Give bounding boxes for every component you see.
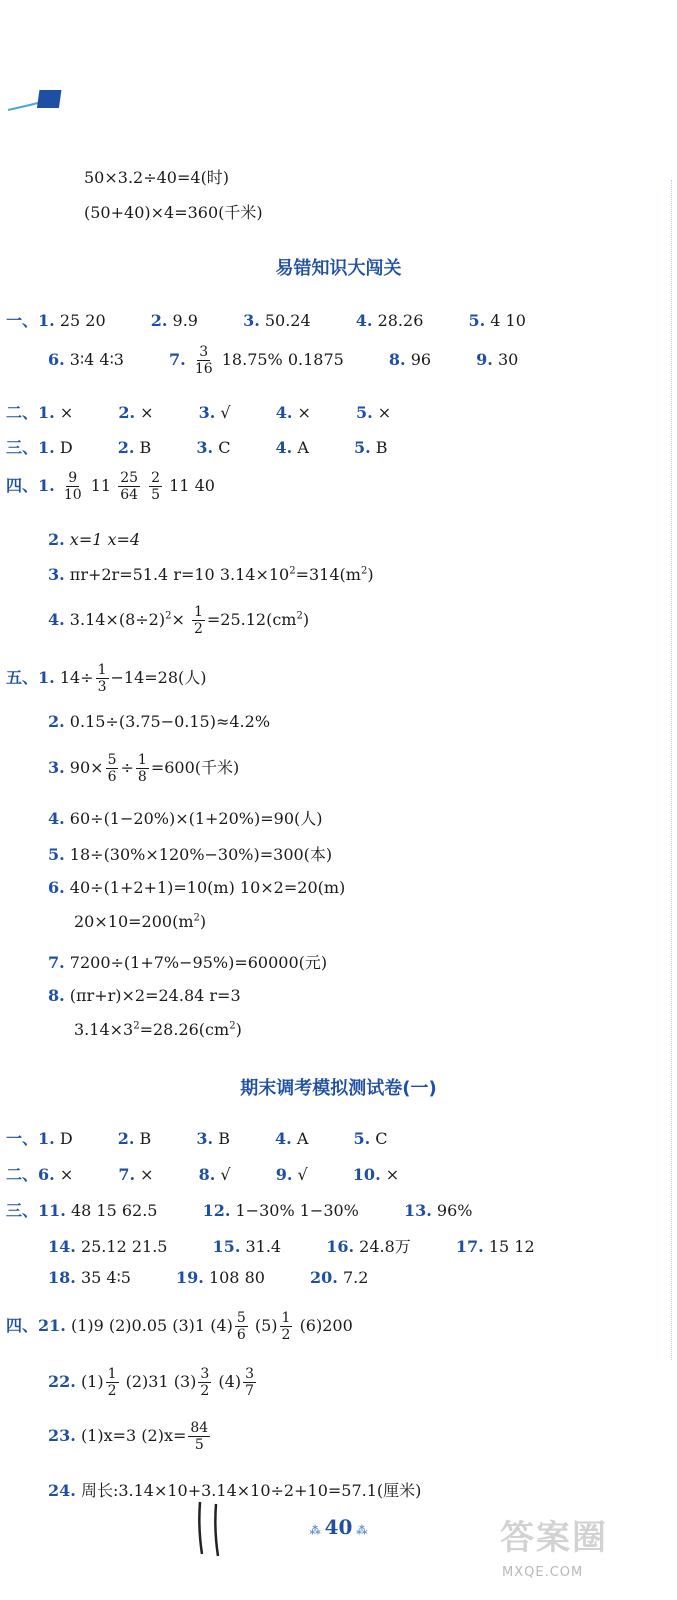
question-number: 19. <box>176 1268 204 1287</box>
answer-row <box>6 470 215 503</box>
answer: 18÷(30%×120%−30%)=300(本) <box>69 845 333 864</box>
question-number: 9. <box>275 1165 293 1184</box>
question-number: 4. <box>275 438 293 457</box>
question-number: 4. <box>275 403 293 422</box>
exponent: 2 <box>296 610 303 622</box>
question-number: 6. <box>48 350 65 369</box>
fraction: $\frac{84}{5}$ <box>190 1420 209 1453</box>
answer: A <box>296 1129 309 1148</box>
section-label: 一、 <box>6 311 39 330</box>
fraction: $\frac{1}{2}$ <box>193 604 203 637</box>
answer: 11 40 <box>169 476 215 495</box>
question-number: 3. <box>198 403 216 422</box>
answer-row <box>6 662 207 695</box>
question-number: 2. <box>118 403 136 422</box>
question-number: 8. <box>388 350 406 369</box>
answer: ) <box>302 610 310 629</box>
question-number: 3. <box>243 311 260 330</box>
answer: 0.15÷(3.75−0.15)≈4.2% <box>69 712 271 731</box>
question-number: 12. <box>202 1201 231 1220</box>
question-number: 4. <box>355 311 373 330</box>
answer: 24.8万 <box>359 1237 411 1256</box>
answer-row <box>48 752 239 785</box>
answer: 3.14×(8÷2) <box>69 610 166 629</box>
answer: 28.26 <box>377 311 424 330</box>
answer: 18.75% 0.1875 <box>221 350 344 369</box>
answer-row <box>48 604 309 637</box>
answer-row <box>48 1234 535 1257</box>
answer: x=1 x=4 <box>69 530 141 549</box>
answer: A <box>297 438 309 457</box>
fraction: $\frac{1}{8}$ <box>137 752 147 785</box>
question-number: 4. <box>275 1129 292 1148</box>
section-label: 二、 <box>6 1165 39 1184</box>
exponent: 2 <box>360 565 368 577</box>
answer: × <box>385 1165 400 1184</box>
fraction: $\frac{9}{10}$ <box>63 470 82 503</box>
answer-row <box>74 912 206 931</box>
question-number: 21. <box>38 1316 66 1335</box>
answer: B <box>139 438 152 457</box>
section-label: 二、 <box>6 403 39 422</box>
answer: ÷ <box>120 758 134 777</box>
exponent: 2 <box>165 610 172 622</box>
answer: 3.14×3 <box>74 1020 134 1039</box>
answer-row <box>48 565 374 584</box>
question-number: 23. <box>48 1426 76 1445</box>
answer-row <box>6 1126 388 1149</box>
answer-row <box>48 1478 421 1501</box>
question-number: 9. <box>476 350 493 369</box>
answer: =28.26(cm <box>139 1020 230 1039</box>
answer: 20×10=200(m <box>74 912 194 931</box>
section-label: 三、 <box>6 438 39 457</box>
question-number: 16. <box>326 1237 355 1256</box>
section-title: 期末调考模拟测试卷(一) <box>240 1078 437 1099</box>
question-number: 22. <box>48 1372 76 1391</box>
answer: 7200÷(1+7%−95%)=60000(元) <box>69 953 328 972</box>
question-number: 24. <box>48 1481 76 1500</box>
exponent: 2 <box>229 1020 236 1032</box>
answer: B <box>375 438 388 457</box>
answer: (πr+r)×2=24.84 r=3 <box>69 986 241 1005</box>
answer-row <box>6 400 391 423</box>
answer: D <box>59 1129 73 1148</box>
question-number: 3. <box>196 1129 214 1148</box>
answer: × <box>140 403 154 422</box>
question-number: 3. <box>48 565 65 584</box>
fraction: $\frac{3}{2}$ <box>200 1366 210 1399</box>
answer: C <box>218 438 231 457</box>
question-number: 2. <box>48 712 65 731</box>
answer: 11 <box>90 476 112 495</box>
fraction: $\frac{3}{7}$ <box>245 1366 255 1399</box>
answer: × <box>140 1165 154 1184</box>
answer: 周长:3.14×10+3.14×10÷2+10=57.1(厘米) <box>80 1481 422 1500</box>
question-number: 8. <box>48 986 65 1005</box>
answer: ) <box>367 565 374 584</box>
fraction: $\frac{25}{64}$ <box>120 470 139 503</box>
answer-row <box>48 806 323 829</box>
answer: 60÷(1−20%)×(1+20%)=90(人) <box>69 809 323 828</box>
answer: B <box>139 1129 152 1148</box>
answer: 50.24 <box>264 311 311 330</box>
answer: −14=28(人) <box>110 668 207 687</box>
question-number: 5. <box>356 403 373 422</box>
question-number: 4. <box>48 610 65 629</box>
answer: B <box>218 1129 230 1148</box>
answer-row <box>48 1420 212 1453</box>
section-label: 五、 <box>6 668 39 687</box>
answer: 96% <box>436 1201 473 1220</box>
answer-row <box>6 1162 399 1185</box>
page-number: ⁂ 40 ⁂ <box>309 1515 368 1539</box>
answer: 1−30% 1−30% <box>235 1201 359 1220</box>
answer: (4) <box>218 1372 242 1391</box>
answer: 31.4 <box>245 1237 282 1256</box>
section-label: 四、 <box>6 1316 39 1335</box>
margin-dotted-line <box>671 180 673 1360</box>
question-number: 6. <box>48 878 65 897</box>
question-number: 2. <box>117 438 135 457</box>
answer: 48 15 62.5 <box>70 1201 158 1220</box>
answer: √ <box>220 1165 231 1184</box>
answer: 25.12 21.5 <box>80 1237 168 1256</box>
question-number: 20. <box>310 1268 338 1287</box>
fraction: $\frac{5}{6}$ <box>107 752 117 785</box>
question-number: 1. <box>38 668 55 687</box>
section-label: 三、 <box>6 1201 39 1220</box>
question-number: 1. <box>38 438 55 457</box>
question-number: 7. <box>118 1165 136 1184</box>
fraction: $\frac{5}{6}$ <box>236 1310 246 1343</box>
answer: (2)31 (3) <box>125 1372 197 1391</box>
question-number: 7. <box>169 350 186 369</box>
question-number: 17. <box>455 1237 484 1256</box>
fraction: $\frac{3}{16}$ <box>194 344 213 377</box>
answer-row <box>48 712 270 731</box>
answer: 7.2 <box>342 1268 369 1287</box>
question-number: 5. <box>353 438 371 457</box>
question-number: 8. <box>198 1165 216 1184</box>
answer: 90× <box>69 758 104 777</box>
answer: × <box>59 403 74 422</box>
watermark-logo: 答案圈 <box>500 1518 608 1558</box>
answer: =600(千米) <box>150 758 240 777</box>
section-label: 一、 <box>6 1129 39 1148</box>
answer: 40÷(1+2+1)=10(m) 10×2=20(m) <box>69 878 346 897</box>
question-number: 2. <box>117 1129 135 1148</box>
answer: 4 10 <box>490 311 526 330</box>
question-number: 7. <box>48 953 65 972</box>
watermark-text: MXQE.COM <box>502 1565 584 1580</box>
answer: ) <box>235 1020 242 1039</box>
answer: (1) <box>80 1372 104 1391</box>
fraction: $\frac{2}{5}$ <box>151 470 161 503</box>
question-number: 3. <box>196 438 214 457</box>
answer: √ <box>297 1165 308 1184</box>
answer: D <box>59 438 73 457</box>
question-number: 1. <box>38 403 55 422</box>
answer-line: (50+40)×4=360(千米) <box>84 203 263 222</box>
answer: (1)x=3 (2)x= <box>80 1426 187 1445</box>
exponent: 2 <box>289 565 296 577</box>
answer-row <box>6 1198 472 1221</box>
answer: × <box>297 403 311 422</box>
answer: 14÷ <box>59 668 94 687</box>
question-number: 3. <box>48 758 65 777</box>
fraction: $\frac{1}{2}$ <box>281 1310 291 1343</box>
exponent: 2 <box>133 1020 140 1032</box>
answer: 96 <box>410 350 432 369</box>
answer-row <box>48 878 345 897</box>
question-number: 6. <box>38 1165 55 1184</box>
fraction: $\frac{1}{2}$ <box>107 1366 117 1399</box>
answer-row <box>6 435 388 458</box>
section-title: 易错知识大闯关 <box>275 258 402 279</box>
question-number: 5. <box>468 311 486 330</box>
question-number: 4. <box>48 809 65 828</box>
question-number: 2. <box>48 530 65 549</box>
answer: C <box>375 1129 388 1148</box>
answer: × <box>377 403 392 422</box>
answer-row <box>48 1268 368 1287</box>
question-number: 1. <box>38 311 55 330</box>
section-label: 四、 <box>6 476 39 495</box>
answer-row <box>6 1310 353 1343</box>
question-number: 5. <box>353 1129 371 1148</box>
answer: =25.12(cm <box>206 610 297 629</box>
exponent: 2 <box>193 912 200 924</box>
answer: =314(m <box>295 565 361 584</box>
question-number: 11. <box>38 1201 66 1220</box>
question-number: 14. <box>48 1237 76 1256</box>
answer: 108 80 <box>208 1268 265 1287</box>
answer: 30 <box>497 350 519 369</box>
answer: × <box>59 1165 74 1184</box>
answer: × <box>171 610 185 629</box>
answer: 3∶4 4∶3 <box>69 350 124 369</box>
ornament-icon: ⁂ <box>352 1524 368 1537</box>
answer: √ <box>220 403 231 422</box>
question-number: 15. <box>212 1237 241 1256</box>
fraction: $\frac{1}{3}$ <box>97 662 107 695</box>
answer-row <box>48 842 332 865</box>
question-number: 5. <box>48 845 65 864</box>
answer-row <box>48 986 241 1005</box>
answer: (5) <box>254 1316 278 1335</box>
answer: 15 12 <box>488 1237 535 1256</box>
answer: (6)200 <box>299 1316 353 1335</box>
answer-line: 50×3.2÷40=4(时) <box>84 168 230 187</box>
question-number: 1. <box>38 1129 55 1148</box>
answer-row <box>6 308 526 331</box>
ornament-icon: ⁂ <box>309 1524 325 1537</box>
answer: πr+2r=51.4 r=10 3.14×10 <box>69 565 290 584</box>
question-number: 18. <box>48 1268 76 1287</box>
answer: 35 4∶5 <box>80 1268 131 1287</box>
answer-row <box>74 1020 242 1039</box>
answer-row <box>48 950 327 973</box>
answer: 9.9 <box>172 311 198 330</box>
answer-row <box>48 530 140 549</box>
question-number: 1. <box>38 476 55 495</box>
question-number: 2. <box>150 311 168 330</box>
answer-row <box>48 1366 258 1399</box>
question-number: 10. <box>352 1165 381 1184</box>
corner-brush-mark <box>6 86 66 116</box>
answer: (1)9 (2)0.05 (3)1 (4) <box>70 1316 233 1335</box>
question-number: 13. <box>403 1201 432 1220</box>
answer-row <box>48 344 518 377</box>
answer: ) <box>199 912 207 931</box>
answer: 25 20 <box>59 311 106 330</box>
